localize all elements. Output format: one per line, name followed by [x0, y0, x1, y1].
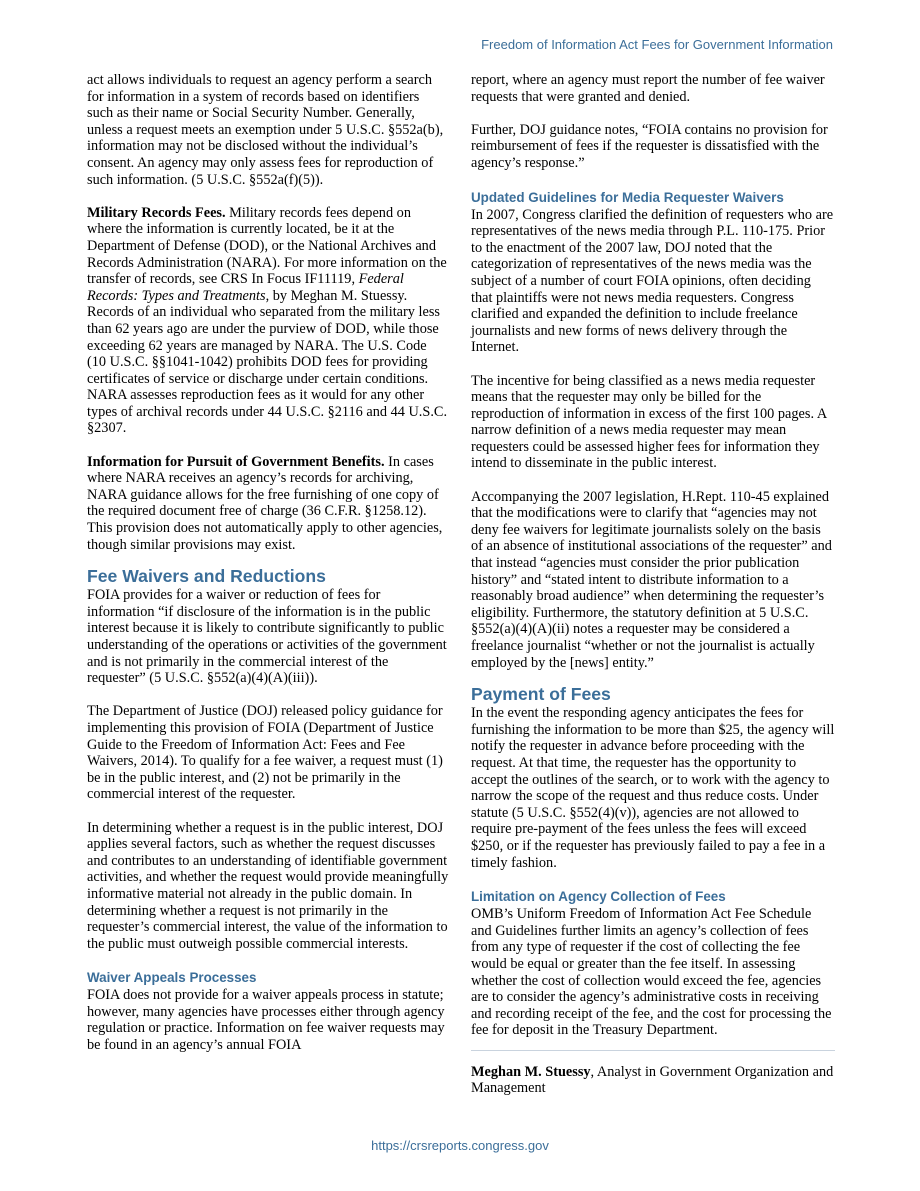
doj-guidance-paragraph: Further, DOJ guidance notes, “FOIA contains no provision for reimbursement of fees if the requester is dissatisfied with the agency’s response.”: [471, 121, 828, 171]
fee-waivers-paragraph-2: The Department of Justice (DOJ) released policy guidance for implementing this provision of FOIA (Department of Justice Guide to the Freedom of Information Act: Fees and Fee Waivers, 2014). To qualify for a fee waiver, a request must (1) be in the public interest, and (2) not be primarily in the commercial interest of the requester.: [87, 703, 443, 803]
author-title: , Analyst in Government Organization and Management: [471, 1063, 834, 1097]
left-column: [87, 72, 449, 1054]
fee-waivers-paragraph-3: In determining whether a request is in the public interest, DOJ applies several factors, such as whether the request discusses and contributes to an understanding of identifiable government activities, and whether the request would provide meaningfully informative material not already in the public domain. In determining whether a request is not primarily in the requester’s commercial interest, the value of the information to the public must outweigh possible commercial interests.: [87, 819, 449, 952]
author-name: Meghan M. Stuessy: [471, 1063, 591, 1080]
annual-report-paragraph: report, where an agency must report the number of fee waiver requests that were granted and denied.: [471, 72, 825, 105]
military-records-text-1: Military records fees depend on where the information is currently located, be it at the Department of Defense (DOD), or the National Archives and Records Administration (NARA). For more information on the transfer of records, see CRS In Focus IF11119,: [87, 204, 447, 288]
military-records-paragraph: [87, 205, 449, 437]
running-header: Freedom of Information Act Fees for Government Information: [481, 37, 833, 52]
media-requester-paragraph-3: Accompanying the 2007 legislation, H.Rept. 110-45 explained that the modifications were to clarify that “agencies may not deny fee waivers for legitimate journalists solely on the basis of an absence of institutional associations of the requester” and that instead “agencies must consider the prior publication history” and “stated intent to distribute information to a reasonably broad audience” when determining the requester’s eligibility. Furthermore, the statutory definition at 5 U.S.C. §552(a)(4)(A)(ii) notes a requester may be considered a freelance journalist “whether or not the journalist is actually employed by the [news] entity.”: [471, 488, 832, 671]
privacy-act-paragraph: act allows individuals to request an agency perform a search for information in a system of records based on identifiers such as their name or Social Security Number. Generally, unless a request meets an exemption under 5 U.S.C. §552a(b), information may not be disclosed without the individual’s consent. An agency may only assess fees for reproduction of such information. (5 U.S.C. §552a(f)(5)).: [87, 72, 444, 188]
government-benefits-lead: Information for Pursuit of Government Benefits.: [87, 453, 385, 470]
limitation-heading: Limitation on Agency Collection of Fees: [471, 889, 726, 905]
author-byline: [471, 1064, 835, 1097]
payment-of-fees-paragraph: In the event the responding agency anticipates the fees for furnishing the information to be more than $25, the agency will notify the requester in advance before proceeding with the request. At that time, the requester has the opportunity to accept the outlines of the search, or to work with the agency to narrow the scope of the request and thus reduce costs. Under statute (5 U.S.C. §552(4)(v)), agencies are not allowed to require pre-payment of the fees unless the fees will exceed $250, or if the requester has previously failed to pay a fee in a timely fashion.: [471, 705, 835, 871]
media-requester-paragraph-1: In 2007, Congress clarified the definition of requesters who are representatives of the news media through P.L. 110-175. Prior to the enactment of the 2007 law, DOJ noted that the categorization of representatives of the news media was the subject of a number of court FOIA opinions, often deciding that plaintiffs were not news media requesters. Congress clarified and expanded the definition to include freelance journalists and new forms of news delivery through the Internet.: [471, 206, 834, 356]
right-column: [471, 72, 835, 1097]
government-benefits-text: In cases where NARA receives an agency’s records for archiving, NARA guidance allows for the free furnishing of one copy of the required document free of charge (36 C.F.R. §1258.12). This provision does not automatically apply to other agencies, though similar provisions may exist.: [87, 453, 443, 553]
military-records-lead: Military Records Fees.: [87, 204, 226, 221]
cited-report-title: Federal Records: Types and Treatments: [87, 271, 404, 304]
fee-waivers-paragraph-1: FOIA provides for a waiver or reduction of fees for information “if disclosure of the information is in the public interest because it is likely to contribute significantly to public understanding of the operations or activities of the government and is not primarily in the commercial interest of the requester” (5 U.S.C. §552(a)(4)(A)(iii)).: [87, 587, 447, 687]
fee-waivers-heading: Fee Waivers and Reductions: [87, 566, 326, 587]
waiver-appeals-heading: Waiver Appeals Processes: [87, 970, 257, 986]
media-requester-paragraph-2: The incentive for being classified as a news media requester means that the requester may only be billed for the reproduction of information in excess of the first 100 pages. A narrow definition of a news media requester may mean requesters could be assessed higher fees for information they intend to disseminate in the public interest.: [471, 372, 827, 472]
government-benefits-paragraph: [87, 454, 449, 554]
military-records-text-2: , by Meghan M. Stuessy. Records of an individual who separated from the military less than 62 years ago are under the purview of DOD, while those exceeding 62 years are managed by NARA. The U.S. Code (10 U.S.C. §§1041-1042) prohibits DOD fees for providing certificates of service or discharge under certain conditions. NARA assesses reproduction fees as it would for any other types of archival records under 44 U.S.C. §2116 and 44 U.S.C. §2307.: [87, 287, 448, 437]
media-requester-heading: Updated Guidelines for Media Requester Waivers: [471, 189, 784, 205]
payment-of-fees-heading: Payment of Fees: [471, 684, 611, 705]
footer-url-link[interactable]: https://crsreports.congress.gov: [371, 1138, 549, 1153]
limitation-paragraph: OMB’s Uniform Freedom of Information Act Fee Schedule and Guidelines further limits an agency’s collection of fees from any type of requester if the cost of collecting the fee would be equal or greater than the fee itself. In assessing whether the cost of collection would exceed the fee, agencies are to consider the agency’s administrative costs in receiving and recording receipt of the fee, and the cost for processing the fee for deposit in the Treasury Department.: [471, 906, 832, 1039]
waiver-appeals-paragraph: FOIA does not provide for a waiver appeals process in statute; however, many agencies have processes either through agency regulation or practice. Information on fee waiver requests may be found in an agency’s annual FOIA: [87, 987, 445, 1054]
author-divider: [471, 1050, 835, 1051]
